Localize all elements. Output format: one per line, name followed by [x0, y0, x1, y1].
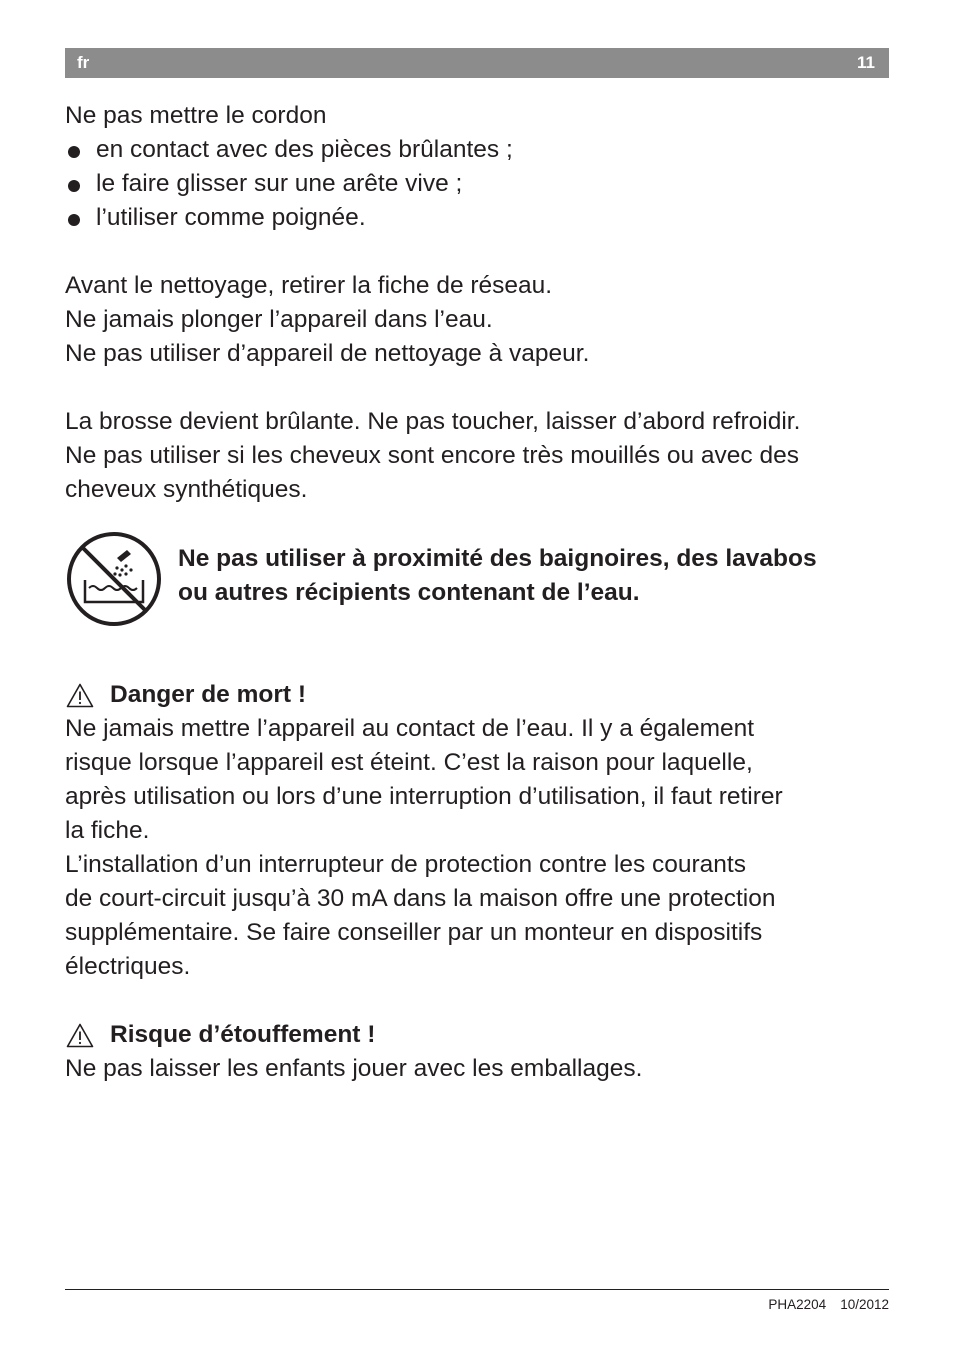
bullet-dot-icon	[68, 180, 80, 192]
footer-divider	[65, 1289, 889, 1290]
language-code: fr	[77, 53, 90, 72]
text-line: Ne pas utiliser si les cheveux sont encore très mouillés ou avec des	[65, 442, 799, 469]
list-item: l’utiliser comme poignée.	[65, 201, 895, 235]
cord-bullet-list	[65, 133, 895, 235]
text-line: La brosse devient brûlante. Ne pas toucher, laisser d’abord refroidir.	[65, 408, 801, 435]
list-item: en contact avec des pièces brûlantes ;	[65, 133, 895, 167]
text-line: de court-circuit jusqu’à 30 mA dans la maison offre une protection	[65, 885, 776, 912]
text-line: ou autres récipients contenant de l’eau.	[178, 579, 640, 606]
text-line: Avant le nettoyage, retirer la fiche de réseau.	[65, 272, 553, 299]
brush-paragraph	[65, 405, 895, 507]
cleaning-paragraph	[65, 269, 895, 371]
text-line: Ne jamais plonger l’appareil dans l’eau.	[65, 306, 493, 333]
main-content	[65, 99, 895, 507]
model-number: PHA2204	[768, 1297, 827, 1312]
water-warning-block	[65, 530, 895, 630]
bullet-dot-icon	[68, 214, 80, 226]
text-line: supplémentaire. Se faire conseiller par un monteur en dispositifs	[65, 919, 763, 946]
page-header-bar	[65, 48, 889, 78]
warning-triangle-icon	[66, 683, 94, 708]
list-item: le faire glisser sur une arête vive ;	[65, 167, 895, 201]
danger-paragraph	[65, 712, 895, 984]
cord-intro: Ne pas mettre le cordon	[65, 102, 327, 129]
suffocation-section	[65, 1018, 895, 1086]
bullet-dot-icon	[68, 146, 80, 158]
text-line: Ne jamais mettre l’appareil au contact de l’eau. Il y a également	[65, 715, 755, 742]
text-line: Ne pas utiliser à proximité des baignoires, des lavabos	[178, 545, 817, 572]
suffocation-text: Ne pas laisser les enfants jouer avec les emballages.	[65, 1055, 643, 1082]
text-line: électriques.	[65, 953, 191, 980]
text-line: cheveux synthétiques.	[65, 476, 308, 503]
text-line: Ne pas utiliser d’appareil de nettoyage à vapeur.	[65, 340, 590, 367]
page-number: 11	[857, 53, 875, 72]
warning-triangle-icon	[66, 1023, 94, 1048]
page-footer	[768, 1297, 889, 1312]
text-line: la fiche.	[65, 817, 150, 844]
danger-section	[65, 678, 895, 984]
text-line: après utilisation ou lors d’une interruption d’utilisation, il faut retirer	[65, 783, 783, 810]
text-line: L’installation d’un interrupteur de protection contre les courants	[65, 851, 746, 878]
text-line: risque lorsque l’appareil est éteint. C’est la raison pour laquelle,	[65, 749, 753, 776]
danger-title: Danger de mort !	[65, 678, 895, 712]
edition-date: 10/2012	[840, 1297, 889, 1312]
no-water-near-bath-icon	[65, 530, 163, 628]
water-warning-text	[178, 542, 817, 610]
suffocation-title: Risque d’étouffement !	[65, 1018, 895, 1052]
